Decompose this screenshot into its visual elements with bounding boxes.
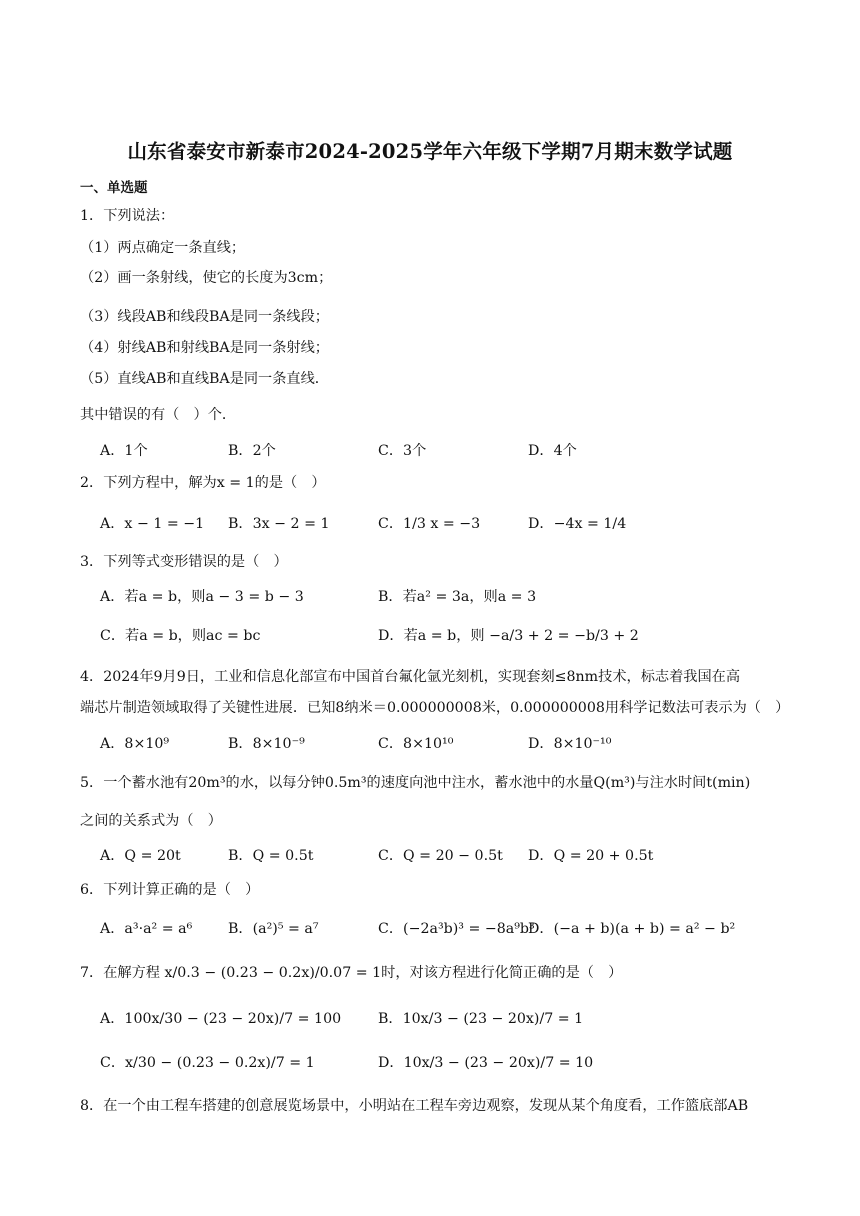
q1-option-a[interactable]: A．1个 <box>100 443 148 459</box>
q3-option-a[interactable]: A．若a = b，则a − 3 = b − 3 <box>100 589 304 605</box>
q4-option-a[interactable]: A．8×10⁹ <box>100 736 170 752</box>
q6-stem: 6．下列计算正确的是（ ） <box>80 882 260 898</box>
q2-option-b[interactable]: B．3x − 2 = 1 <box>228 516 330 532</box>
q2-stem: 2．下列方程中，解为x = 1的是（ ） <box>80 475 326 491</box>
q1-tail: 其中错误的有（ ）个． <box>80 407 237 423</box>
q1-stem: 1．下列说法： <box>80 208 175 224</box>
q2-option-a[interactable]: A．x − 1 = −1 <box>100 516 205 532</box>
q6-option-c[interactable]: C．(−2a³b)³ = −8a⁹b³ <box>378 921 535 937</box>
q7-option-c[interactable]: C．x/30 − (0.23 − 0.2x)/7 = 1 <box>100 1055 315 1071</box>
q1-item-3: （3）线段AB和线段BA是同一条线段； <box>80 309 329 325</box>
q3-option-c[interactable]: C．若a = b，则ac = bc <box>100 628 261 644</box>
q5-option-d[interactable]: D．Q = 20 + 0.5t <box>528 848 654 864</box>
q1-item-5: （5）直线AB和直线BA是同一条直线． <box>80 371 329 387</box>
q4-option-b[interactable]: B．8×10⁻⁹ <box>228 736 305 752</box>
q5-option-b[interactable]: B．Q = 0.5t <box>228 848 314 864</box>
q1-item-1: （1）两点确定一条直线； <box>80 240 246 256</box>
q4-line-2: 端芯片制造领域取得了关键性进展．已知8纳米＝0.000000008米，0.000000008用科学记数法可表示为（ ） <box>80 700 790 716</box>
q5-line-1: 5．一个蓄水池有20m³的水，以每分钟0.5m³的速度向池中注水，蓄水池中的水量Q(m³)与注水时间t(min) <box>80 775 751 791</box>
q3-stem: 3．下列等式变形错误的是（ ） <box>80 554 288 570</box>
q2-option-c[interactable]: C．1/3 x = −3 <box>378 516 481 532</box>
q7-stem: 7．在解方程 x/0.3 − (0.23 − 0.2x)/0.07 = 1时，对该方程进行化简正确的是（ ） <box>80 965 623 981</box>
q7-option-d[interactable]: D．10x/3 − (23 − 20x)/7 = 10 <box>378 1055 594 1071</box>
page-title: 山东省泰安市新泰市2024-2025学年六年级下学期7月期末数学试题 <box>127 140 733 163</box>
q6-option-d[interactable]: D．(−a + b)(a + b) = a² − b² <box>528 921 736 937</box>
section-heading: 一、单选题 <box>80 180 148 196</box>
q5-option-c[interactable]: C．Q = 20 − 0.5t <box>378 848 503 864</box>
q3-option-b[interactable]: B．若a² = 3a，则a = 3 <box>378 589 537 605</box>
q1-option-b[interactable]: B．2个 <box>228 443 276 459</box>
q4-line-1: 4．2024年9月9日，工业和信息化部宣布中国首台氟化氩光刻机，实现套刻≤8nm技术，标志着我国在高 <box>80 669 741 685</box>
q6-option-b[interactable]: B．(a²)⁵ = a⁷ <box>228 921 319 937</box>
q8-line-1: 8．在一个由工程车搭建的创意展览场景中，小明站在工程车旁边观察，发现从某个角度看，工作篮底部AB <box>80 1098 749 1114</box>
q5-option-a[interactable]: A．Q = 20t <box>100 848 181 864</box>
q3-option-d[interactable]: D．若a = b，则 −a/3 + 2 = −b/3 + 2 <box>378 628 639 644</box>
q7-option-b[interactable]: B．10x/3 − (23 − 20x)/7 = 1 <box>378 1011 584 1027</box>
q1-item-2: （2）画一条射线，使它的长度为3cm； <box>80 270 333 286</box>
q5-line-2: 之间的关系式为（ ） <box>80 813 222 829</box>
q6-option-a[interactable]: A．a³·a² = a⁶ <box>100 921 193 937</box>
q4-option-d[interactable]: D．8×10⁻¹⁰ <box>528 736 612 752</box>
q2-option-d[interactable]: D．−4x = 1/4 <box>528 516 627 532</box>
q4-option-c[interactable]: C．8×10¹⁰ <box>378 736 454 752</box>
q1-option-d[interactable]: D．4个 <box>528 443 577 459</box>
q7-option-a[interactable]: A．100x/30 − (23 − 20x)/7 = 100 <box>100 1011 342 1027</box>
q1-option-c[interactable]: C．3个 <box>378 443 427 459</box>
q1-item-4: （4）射线AB和射线BA是同一条射线； <box>80 340 329 356</box>
